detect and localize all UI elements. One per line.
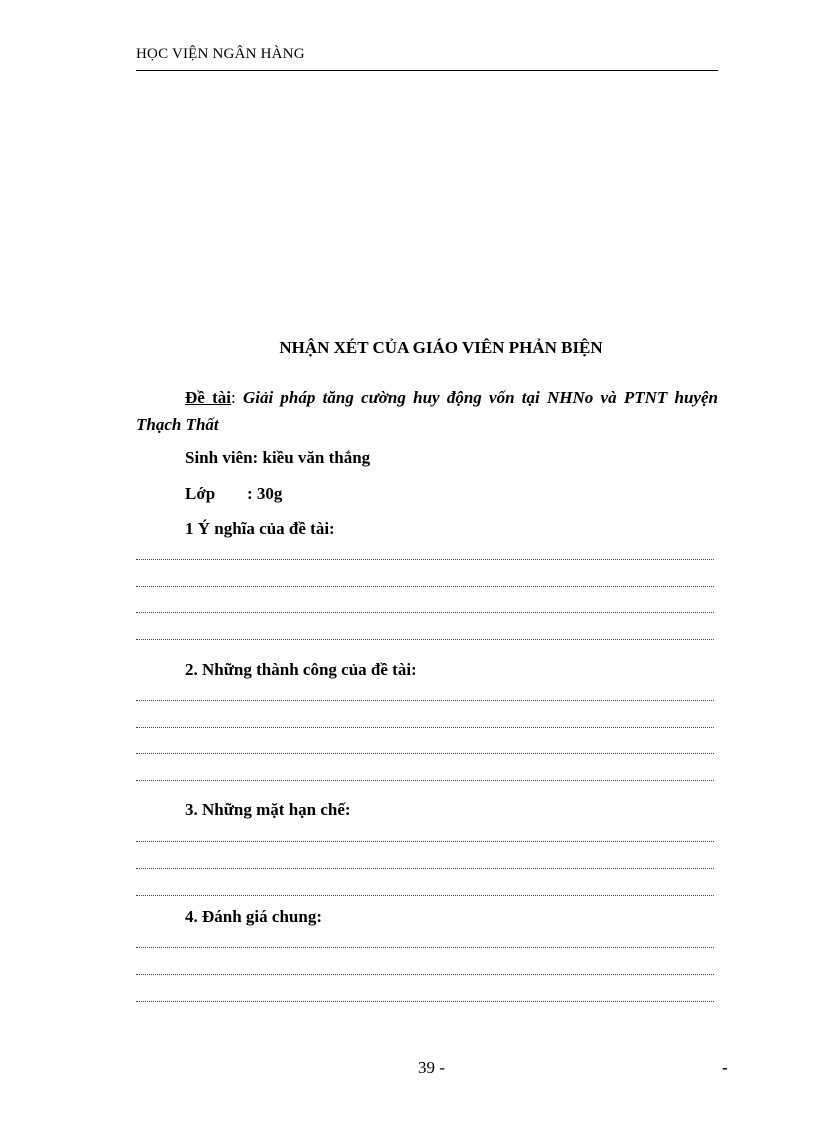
footer-dash: - <box>722 1058 728 1077</box>
section-heading-4: 4. Đánh giá chung: <box>185 907 322 926</box>
page-header <box>136 44 718 71</box>
dotted-answer-line <box>136 586 714 587</box>
class-line <box>185 484 282 504</box>
dotted-answer-line <box>136 559 714 560</box>
dotted-answer-line <box>136 612 714 613</box>
student-line <box>185 448 370 468</box>
page-number: 39 - <box>418 1058 445 1077</box>
section-heading-2: 2. Những thành công của đề tài: <box>185 660 417 679</box>
dotted-answer-line <box>136 895 714 896</box>
dotted-answer-line <box>136 868 714 869</box>
class-label: Lớp <box>185 484 216 503</box>
section-heading-1: 1 Ý nghĩa của đề tài: <box>185 519 335 538</box>
dotted-answer-line <box>136 727 714 728</box>
dotted-answer-line <box>136 974 714 975</box>
dotted-answer-line <box>136 780 714 781</box>
section-heading-3: 3. Những mặt hạn chế: <box>185 800 351 819</box>
topic-text: Giải pháp tăng cường huy động vốn tại NHNo và PTNT huyện Thạch Thất <box>136 388 718 434</box>
topic-label: Đề tài <box>185 388 231 407</box>
header-title: HỌC VIỆN NGÂN HÀNG <box>136 46 305 62</box>
topic-colon: : <box>230 388 243 407</box>
dotted-answer-line <box>136 1001 714 1002</box>
dotted-answer-line <box>136 947 714 948</box>
dotted-answer-line <box>136 639 714 640</box>
dotted-answer-line <box>136 753 714 754</box>
page-title: NHẬN XÉT CỦA GIÁO VIÊN PHẢN BIỆN <box>279 338 603 357</box>
dotted-answer-line <box>136 700 714 701</box>
topic-paragraph <box>136 384 718 438</box>
dotted-answer-line <box>136 841 714 842</box>
class-value: : 30g <box>247 484 283 503</box>
student-name: kiều văn thắng <box>262 448 371 467</box>
student-label: Sinh viên: <box>185 448 263 467</box>
